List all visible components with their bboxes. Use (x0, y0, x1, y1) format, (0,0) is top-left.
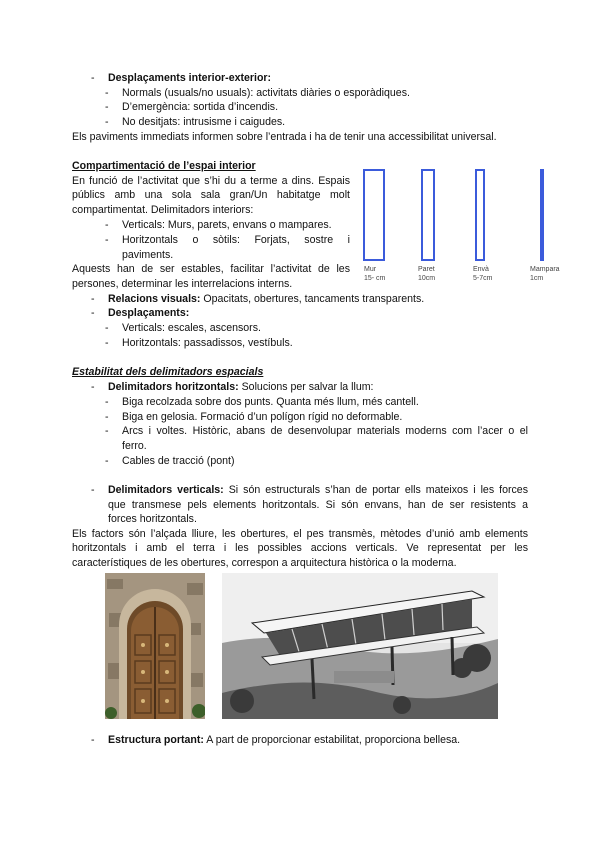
diagram-size: 15- cm (364, 275, 386, 282)
modern-house-photo (222, 573, 498, 719)
bullet-dash: - (105, 396, 109, 408)
wall-enva (475, 169, 485, 261)
list-item: Arcs i voltes. Històric, abans de desenvolupar materials moderns com l’acer o el (122, 425, 528, 437)
wall-mur (363, 169, 385, 261)
list-item: Biga recolzada sobre dos punts. Quanta més llum, més cantell. (122, 396, 419, 408)
bullet-dash: - (91, 381, 95, 393)
diagram-label: Mampara (530, 266, 560, 273)
bullet-dash: - (91, 72, 95, 84)
bullet-dash: - (91, 734, 95, 746)
bullet-dash: - (105, 101, 109, 113)
paragraph-line: que transmese pels elements horitzontals. Si són envans, han de ser resistents a (108, 499, 528, 511)
estructura-portant-line: Estructura portant: A part de proporcionar estabilitat, proporciona bellesa. (108, 734, 461, 746)
desplacaments-heading: Desplaçaments: (108, 307, 190, 319)
diagram-label: Envà (473, 266, 489, 273)
bullet-dash: - (105, 116, 109, 128)
delimitadors-horitzontals-line: Delimitadors horitzontals: Solucions per salvar la llum: (108, 381, 374, 393)
paragraph-line: característiques de les obertures, correspon a arquitectura històrica o la moderna. (72, 557, 457, 569)
list-item: Horitzontals o sòtils: Forjats, sostre i (122, 234, 350, 246)
bullet-dash: - (105, 322, 109, 334)
paragraph: Els paviments immediats informen sobre l’entrada i ha de tenir una accessibilitat universal. (72, 131, 497, 143)
paragraph-line: Aquests han de ser estables, facilitar l’activitat de les (72, 263, 350, 275)
section-title: Estabilitat dels delimitadors espacials (72, 366, 264, 378)
diagram-size: 1cm (530, 275, 544, 282)
paragraph-line: En funció de l’activitat que s’hi du a terme a dins. Espais (72, 175, 350, 187)
list-item: D’emergència: sortida d’incendis. (122, 101, 279, 113)
bullet-dash: - (91, 293, 95, 305)
bullet-dash: - (105, 411, 109, 423)
paragraph-line: Els factors són l’alçada lliure, les obertures, el pes transmès, mètodes d’unió amb elements (72, 528, 528, 540)
list-item: Normals (usuals/no usuals): activitats diàries o esporàdiques. (122, 87, 410, 99)
list-item: Verticals: Murs, parets, envans o mampares. (122, 219, 332, 231)
list-item-continuation: ferro. (122, 440, 147, 452)
relacions-visuals-line: Relacions visuals: Opacitats, obertures, tancaments transparents. (108, 293, 425, 305)
list-item: Verticals: escales, ascensors. (122, 322, 261, 334)
paragraph-line: horitzontals i amb el terra i les possibles accions verticals. Ve representat per les (72, 542, 528, 554)
diagram-size: 10cm (418, 275, 436, 282)
bullet-dash: - (105, 337, 109, 349)
section-title: Compartimentació de l’espai interior (72, 160, 256, 172)
list-item: No desitjats: intrusisme i caigudes. (122, 116, 286, 128)
bullet-dash: - (105, 425, 109, 437)
bullet-dash: - (105, 219, 109, 231)
paragraph-line: públics amb una sola sala gran/Un habitatge molt (72, 189, 350, 201)
bullet-dash: - (105, 455, 109, 467)
paragraph-line: persones, determinar les interrelacions interns. (72, 278, 293, 290)
bullet-dash: - (91, 484, 95, 496)
list-item: Biga en gelosia. Formació d’un polígon rígid no deformable. (122, 411, 403, 423)
diagram-size: 5-7cm (473, 275, 493, 282)
wall-mampara (540, 169, 544, 261)
list-item: Cables de tracció (pont) (122, 455, 235, 467)
wall-paret (421, 169, 435, 261)
diagram-label: Paret (418, 266, 435, 273)
bullet-dash: - (91, 307, 95, 319)
delimitadors-verticals-line: Delimitadors verticals: Si són estructurals s’han de portar ells mateixos i les forces (108, 484, 528, 496)
diagram-label: Mur (364, 266, 377, 273)
historic-door-photo (105, 573, 205, 719)
section1-heading: Desplaçaments interior-exterior: (108, 72, 272, 84)
bullet-dash: - (105, 234, 109, 246)
paragraph-line: forces horitzontals. (108, 513, 197, 525)
bullet-dash: - (105, 87, 109, 99)
list-item-continuation: paviments. (122, 249, 174, 261)
list-item: Horitzontals: passadissos, vestíbuls. (122, 337, 293, 349)
paragraph-line: compartimentat. Delimitadors interiors: (72, 204, 254, 216)
